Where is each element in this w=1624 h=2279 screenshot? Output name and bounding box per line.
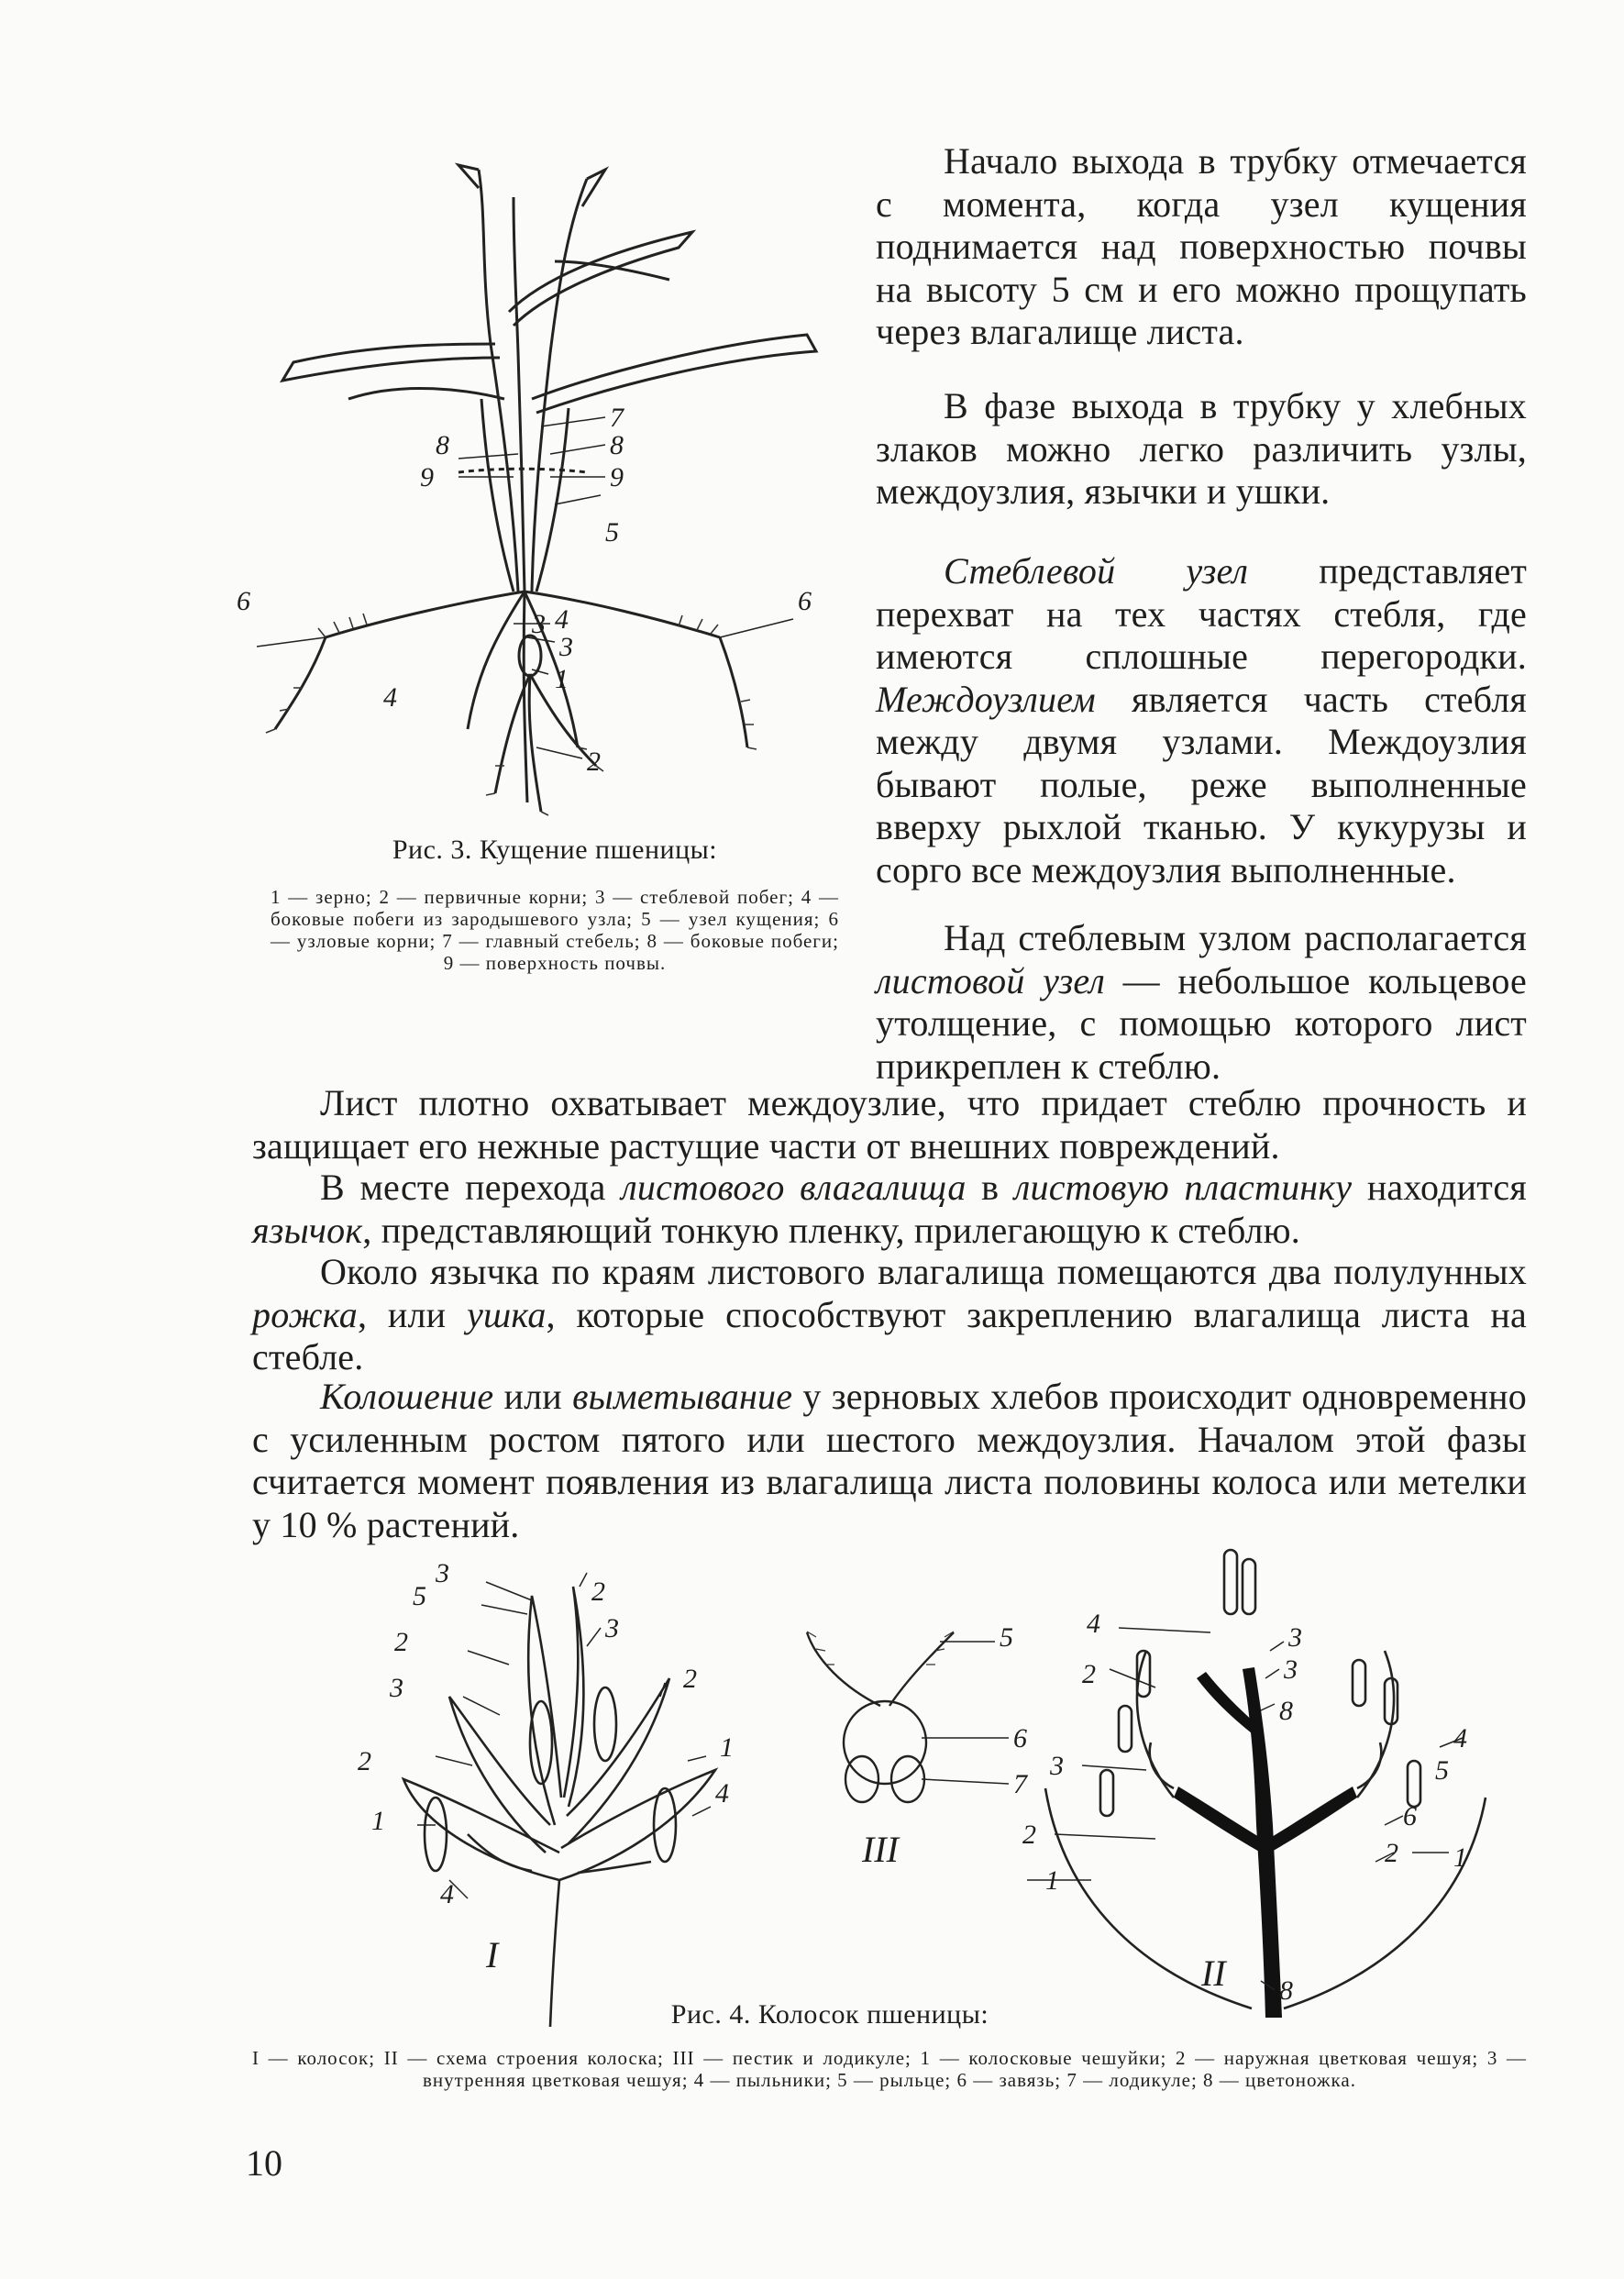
fig4-label-2-II-top: 2 (1082, 1659, 1096, 1689)
figure-3-caption: Рис. 3. Кущение пшеницы: (392, 835, 718, 865)
paragraph-tube-stage-start: Начало выхода в трубку отмечается с момента, когда узел кущения поднимается над поверхностью почвы на высоту 5 см и его можно прощупать через влагалище листа. (876, 140, 1527, 352)
fig3-label-3: 3 (559, 632, 573, 662)
fig4-label-1-II-left: 1 (1045, 1865, 1059, 1896)
term-internode: Междоузлием (876, 678, 1096, 720)
fig3-label-9-left: 9 (420, 462, 434, 492)
paragraph-leaf-sheath: Лист плотно охватывает междоузлие, что придает стеблю прочность и защищает его нежные растущие части от внешних повреждений. (252, 1082, 1527, 1167)
fig3-label-7: 7 (610, 403, 624, 433)
term-heading: Колошение (320, 1376, 494, 1417)
fig4-label-5-II: 5 (1435, 1755, 1449, 1786)
fig4-label-7-III: 7 (1013, 1769, 1027, 1799)
ligule-text-2: в (966, 1167, 1014, 1208)
spikelet-drawing-I (403, 1587, 715, 2027)
fig3-label-4b: 4 (555, 604, 569, 635)
fig4-label-3-right: 3 (605, 1613, 619, 1643)
paragraph-tube-stage-parts: В фазе выхода в трубку у хлебных злаков можно легко различить узлы, междоузлия, язычки и ушки. (876, 385, 1527, 512)
fig4-label-1-II-right: 1 (1453, 1842, 1467, 1873)
stem-node-text-2: является часть стебля между двумя узлами. Междоузлия бывают полые, реже выполненные вверху рыхлой тканью. У кукурузы и сорго все междоузлия выполненные. (876, 678, 1527, 891)
fig4-label-1-right: 1 (720, 1732, 734, 1763)
fig4-roman-III: III (862, 1829, 899, 1870)
fig3-label-4: 4 (383, 682, 397, 713)
fig4-label-6-III: 6 (1013, 1723, 1027, 1754)
paragraph-stem-node (876, 550, 1527, 891)
fig3-label-5: 5 (605, 517, 619, 548)
fig4-label-6-II: 6 (1403, 1801, 1417, 1831)
leaf-node-text-1: Над стеблевым узлом располагается (944, 917, 1527, 958)
fig4-label-8-II-bottom: 8 (1279, 1975, 1293, 2006)
fig4-label-4-II-top: 4 (1087, 1609, 1100, 1639)
figure-4-spikelet-drawing (348, 1550, 1486, 2027)
fig4-label-2-right: 2 (683, 1664, 697, 1694)
ligule-text-1: В месте перехода (320, 1167, 622, 1208)
fig4-label-2-II-left: 2 (1022, 1820, 1036, 1850)
term-panicle-emergence: выметывание (572, 1376, 793, 1417)
term-leaf-sheath: листового влагалища (621, 1167, 967, 1208)
fig3-label-6-right: 6 (798, 586, 812, 616)
fig4-label-3-II-b: 3 (1284, 1654, 1298, 1685)
term-stem-node: Стеблевой узел (944, 550, 1249, 592)
fig4-roman-I: I (486, 1934, 499, 1975)
fig4-label-2-top: 2 (591, 1576, 605, 1607)
fig3-label-8-left: 8 (436, 430, 449, 460)
paragraph-ligule (252, 1167, 1527, 1252)
fig4-label-4-right: 4 (715, 1778, 729, 1809)
fig3-label-9-right: 9 (610, 462, 624, 492)
figure-4-caption: Рис. 4. Колосок пшеницы: (670, 1999, 989, 2030)
fig4-label-4-bottom: 4 (440, 1879, 454, 1909)
stem-node-text-1: представляет перехват на тех частях стебля, где имеются сплошные перегородки. (876, 550, 1528, 677)
figure-3-legend: 1 — зерно; 2 — первичные корни; 3 — стеблевой побег; 4 — боковые побеги из зародышевого узла; 5 — узел кущения; 6 — узловые корни; 7 — главный стебель; 8 — боковые побеги; 9 — поверхность почвы. (271, 886, 839, 974)
ligule-text-4: , представляющий тонкую пленку, прилегающую к стеблю. (362, 1209, 1300, 1251)
auricles-text-3: , которые способствуют закреплению влагалища листа на стебле. (252, 1293, 1527, 1377)
pistil-drawing-III (807, 1632, 954, 1802)
fig4-label-2-lower: 2 (358, 1746, 371, 1776)
fig3-label-3b: 3 (532, 609, 546, 639)
term-ligule: язычок (252, 1209, 363, 1251)
wheat-plant-illustration (238, 160, 880, 821)
figure-3-tillering-drawing (238, 160, 880, 821)
fig4-label-3-II-a: 3 (1288, 1622, 1302, 1653)
fig3-label-2: 2 (587, 747, 601, 777)
fig3-label-6-left: 6 (237, 586, 250, 616)
heading-text-2: у зерновых хлебов происходит одновременно с усиленным ростом пятого или шестого междоузлия. Началом этой фазы считается момент появления из влагалища листа половины колоса или метелки у 10 % растений. (252, 1376, 1527, 1545)
term-leaf-blade: листовую пластинку (1013, 1167, 1353, 1208)
fig4-label-3-II-left: 3 (1050, 1751, 1064, 1781)
spikelet-illustrations (348, 1550, 1486, 2027)
page-number: 10 (246, 2142, 282, 2184)
fig4-roman-II: II (1201, 1953, 1226, 1994)
fig4-label-8-II-top: 8 (1279, 1696, 1293, 1726)
fig4-label-2-left: 2 (394, 1627, 408, 1657)
auricles-text-2: , или (357, 1293, 468, 1335)
paragraph-heading (252, 1376, 1527, 1546)
fig4-label-4-II-right: 4 (1453, 1723, 1467, 1754)
fig4-label-5: 5 (413, 1581, 426, 1611)
fig4-label-3-top: 3 (436, 1558, 449, 1588)
fig4-label-3-left: 3 (390, 1673, 403, 1703)
paragraph-auricles (252, 1251, 1527, 1379)
term-auricle: ушка (467, 1293, 547, 1335)
fig4-label-1-left: 1 (371, 1806, 385, 1836)
auricles-text-1: Около язычка по краям листового влагалища помещаются два полулунных (320, 1251, 1527, 1292)
ligule-text-3: находится (1352, 1167, 1527, 1208)
term-leaf-node: листовой узел (876, 959, 1105, 1001)
leaf-node-text-2: — небольшое кольцевое утолщение, с помощью которого лист прикреплен к стеблю. (876, 959, 1527, 1087)
fig3-label-8-right: 8 (610, 430, 624, 460)
figure-4-legend: I — колосок; II — схема строения колоска; III — пестик и лодикуле; 1 — колосковые чешуйки; 2 — наружная цветковая чешуя; 3 — внутренняя цветковая чешуя; 4 — пыльники; 5 — рыльце; 6 — завязь; 7 — лодикуле; 8 — цветоножка. (252, 2047, 1527, 2091)
fig4-label-2-II-right: 2 (1385, 1838, 1398, 1868)
paragraph-leaf-node (876, 917, 1527, 1088)
fig3-label-1: 1 (555, 664, 569, 694)
heading-text-1: или (493, 1376, 573, 1417)
term-horn: рожка (252, 1293, 358, 1335)
fig4-label-5-III: 5 (1000, 1622, 1013, 1653)
